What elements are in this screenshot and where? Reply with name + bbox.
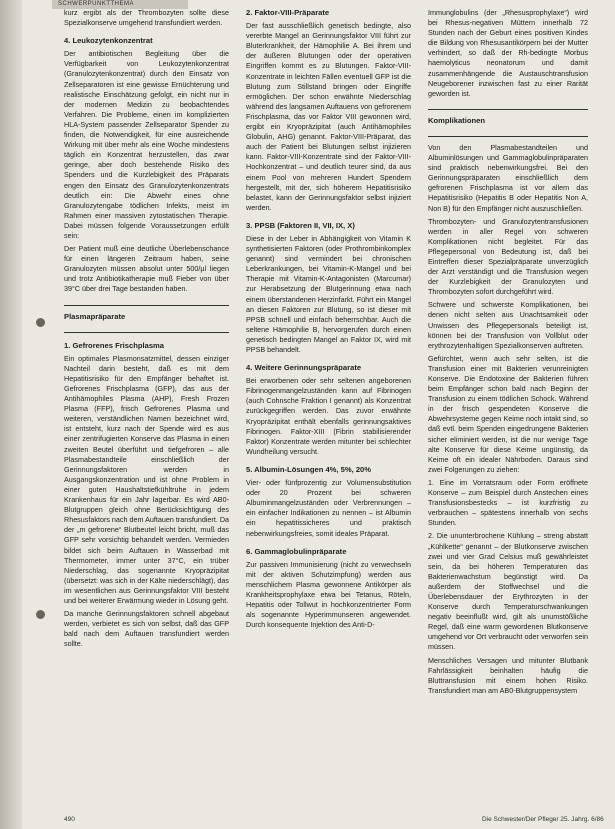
paragraph: Immunglobulins (der „Rhesusprophylaxe“) wird bei Rhesus-negativen Müttern innerhalb 72 Stunden nach der Geburt eines positiven Kindes die Bildung von Rhesusantikörpern bei der Mutter verhindert, so daß der Rh-bedingte Morbus haemolyticus neonatorum und damit zusammenhängende die Austauschtransfusion Neugeborener inzwischen fast zu einer Rarität geworden ist. <box>428 8 588 98</box>
heading: 3. PPSB (Faktoren II, VII, IX, X) <box>246 220 355 230</box>
paragraph: Vier- oder fünfprozentig zur Volumensubstitution oder 20 Prozent bei schweren Albuminmangelzuständen oder Verbrennungen – ein einfacher Indikationen zu nennen – ist Albumin ein hepatitissicheres und praktisch nebenwirkungsfreies, somit ideales Präparat. <box>246 478 411 538</box>
divider <box>64 332 229 333</box>
paragraph: Menschliches Versagen und mitunter Blutbank Fahrlässigkeit beinhalten häufig die Bluttransfusion mit einem hohen Risiko. Transfundiert man am AB0-Blutgruppensystem <box>428 655 588 695</box>
paragraph: Thrombozyten- und Granulozytentransfusionen werden in aller Regel von schweren Komplikationen nicht begleitet. Für das Pflegepersonal von Bedeutung ist, daß bei Eintreffen dieser Spezialpräparate unverzüglich der Arzt verständigt und die Transfusion wegen der Kurzlebigkeit der Granulozyten und Thrombozyten sofort durchgeführt wird. <box>428 216 588 297</box>
section-heading: Komplikationen <box>428 115 485 125</box>
paragraph: Der antibiotischen Begleitung über die Verfügbarkeit von Leukozytenkonzentrat (Granulozytenkonzentrat) durch den Einsatz von Zellseparatoren ist eine gewisse Ernüchterung und realistische Einschätzung gefolgt, ein nicht nur in der modernen Medizin zu beobachtendes Verfahren. Die Probleme, einen im komplizierten HLA-System passender Zellseparator Spender zu finden, die Notwendigkeit, für eine ausreichende Wirkung mit über mehr als eine Woche mindestens täglich ein Konzentrat herzustellen, das zwar geringe, aber doch bestehende Risiko des Spenders und die Kurzlebigkeit des Präparats engen den Einsatz des Granulozytenkonzentrats deutlich ein: Die Abwehr eines ohne Granulozytengabe tödlichen Infekts, meist im Rahmen einer massiven zytostatischen Therapie. Dabei müssen folgende Voraussetzungen erfüllt sein: <box>64 49 229 240</box>
heading: 6. Gammaglobulinpräparate <box>246 546 347 556</box>
paragraph: Ein optimales Plasmonsatzmittel, dessen einziger Nachteil darin besteht, daß es mit dem Hepatitisrisiko für den Empfänger behaftet ist. Gefrorenes Frischplasma (GFP), das aus der Antihämophiles Plasma (AHP), Fresh Frozen Plasma (FFP), frisch Gefrorenes Plasma und weiteren, verständlichen Namen bezeichnet wird, ist entsteht, kurz nach der Spende wird es aus einer zentrifugierten Konserve das Plasma in einen zweiten Beutel überführt und tiefgefroren – alle Plasmabestandteile einschließlich der Gerinnungsfaktoren werden in Ausgangskonzentration und ist ohne Problem in einer guten Haushaltstiefkühltruhe in jedem Krankenhaus für ein Jahr lagerbar. Es wird AB0-Blutgruppen gleich ohne Berücksichtigung des Rhesusfaktors nach dem Auftauen transfundiert. Da der „m gefrorene“ Blutbeutel leicht bricht, muß das GFP sehr vorsichtig behandelt werden. Vermieden bildet sich beim Auftauen in Wasserbad mit Thermometer, immer unter 37°C, ein trüber Niederschlag, das sogenannte Kryopräzipitat (übersetzt: was sich in der Kälte niederschlägt), das im wesentlichen aus Gerinnungsfaktor VIII besteht und bei weiterer Erwärmung wieder in Lösung geht. <box>64 353 230 605</box>
paragraph: Da manche Gerinnungsfaktoren schnell abgebaut werden, verbietet es sich von selbst, daß das GFP bald nach dem Auftauen transfundiert werden sollte. <box>64 609 229 649</box>
paragraph: Diese in der Leber in Abhängigkeit von Vitamin K synthetisierten Faktoren (oder Prothrombinkomplex genannt) sind vermindert bei chronischen Leberkrankungen, bei Vitamin-K-Mangel und bei Therapie mit Vitamin-K-Antagonisten (Marcumar) zur Herabsetzung der Blutgerinnung etwa nach einem überstandenen Herzinfarkt. Führt ein Mangel an diesen Faktoren zur Blutung, so ist dieser mit PPSB schnell und einfach beherrschbar. Auch die seltene Hämophilie B, hervorgerufen durch einen genetisch bedingten Mangel an Faktor IX, wird mit PPSB behandelt. <box>246 233 411 354</box>
section-heading: Plasmapräparate <box>64 311 126 321</box>
heading: 4. Leukozytenkonzentrat <box>64 36 153 46</box>
paragraph: Bei erworbenen oder sehr seltenen angeborenen Fibrinogenmangelzuständen kann auf Fibrinogen (auch Cohnsche Fraktion I genannt) als Konzentrat zurückgegriffen werden. Das zuvor erwähnte Kryopräzipitat enthält ebenfalls gerinnungsaktives Fibrinogen. Faktor-XIII (Fibrin stabilisierender Faktor) Konzentrate werden mitunter bei schlechter Wundheilung versucht. <box>246 376 411 456</box>
paragraph: 1. Eine im Vorratsraum oder Form eröffnete Konserve – zum Beispiel durch Anstechen eines Transfusionsbestecks – ist kurzfristig zu verbrauchen – spätestens innerhalb von sechs Stunden. <box>428 477 588 528</box>
journal-footer: Die Schwester/Der Pfleger 25. Jahrg. 6/86 <box>482 816 604 823</box>
paragraph: Schwere und schwerste Komplikationen, bei denen nicht selten aus Unachtsamkeit oder Unwissen des Pflegepersonals beteiligt ist, können bei der Transfusion von Vollblut oder erythrozytenhaltigen Spezialkonserven auftreten. <box>428 300 588 350</box>
section-header: SCHWERPUNKTTHEMA <box>52 0 188 9</box>
column-right <box>428 8 588 699</box>
paragraph: Der Patient muß eine deutliche Überlebenschance für einen längeren Zeitraum haben, seine Granulozyten müssen absolut unter 500/µl liegen und trotz Antibiotikatherapie muß Fieber von über 39°C über drei Tage bestanden haben. <box>64 244 229 294</box>
punch-hole <box>36 318 45 327</box>
divider <box>64 305 229 306</box>
paragraph: Von den Plasmabestandteilen und Albuminlösungen und Gammaglobulinpräparaten sind praktisch nebenwirkungsfrei. Bei den Gerinnungspräparaten einschließlich dem gefrorenen Frischplasma ist vor allem das Hepatitisrisiko (Hepatitis B oder Hepatitis Non A, Non B) für den Empfänger nicht auszuschließen. <box>428 142 588 213</box>
column-left <box>64 8 229 652</box>
divider <box>428 136 588 137</box>
paragraph: Zur passiven Immunisierung (nicht zu verwechseln mit der aktiven Schutzimpfung) werden aus menschlichem Plasma gewonnene Antikörper als Krankheitsprophylaxe etwa bei Tetanus, Röteln, Hepatitis oder Tollwut in hochkonzentrierter Form als sogenannte Hyperimmunseren angewendet. Durch konsequente Injektion des Anti-D- <box>246 559 411 630</box>
paragraph: Gefürchtet, wenn auch sehr selten, ist die Transfusion einer mit Bakterien verunreinigten Konserve. Die Endotoxine der Bakterien führen beim Empfänger schon bald nach Beginn der Transfusion zu einem tödlichen Schock. Während in der frisch gespendeten Konserve die Abwehrsysteme gegen Keime noch intakt sind, so daß evtl. beim Spenden eingedrungene Bakterien sicher eliminiert werden, ist die nur wenige Tage alte Konserve für diese Keime ungünstig, da Keime oft ein idealer Nährboden. Daraus sind zwei Folgerungen zu ziehen: <box>428 353 588 474</box>
page-number: 490 <box>64 816 75 823</box>
paragraph: 2. Die ununterbrochene Kühlung – streng abstatt „Kühlkette“ genannt – der Blutkonserve zwischen zwei und vier Grad Celsius muß gewährleistet sein, da bei höheren Temperaturen das Bakterienwachstum begünstigt wird. Da außerdem der Stoffwechsel und die Überlebensdauer der Erythrozyten in der Konserve durch Temperaturschwankungen negativ beeinflußt wird, gilt als unumstößliche Regel, daß eine warm gewordenen Blutkonserve umgehend vor Ort verbraucht oder verworfen sein müssen. <box>428 531 588 652</box>
column-middle <box>246 8 411 633</box>
paragraph: Der fast ausschließlich genetisch bedingte, also vererbte Mangel an Gerinnungsfaktor VIII führt zur Bluterkrankheit, der Hämophilie A. Bei ihrem und der äußeren Blutungen oder der operativen Eingriffen kommt es zu Blutungen. Faktor-VIII-Konzentrate in leichten Fällen eventuell GFP ist die Blutung zum Stillstand bringen oder Eingriffe ermöglichen. Der schon erwähnte Niederschlag während des langsamen Auftauens von gefrorenem Frischplasma, das vor Faktor VIII gewonnen wird, ergibt ein Kryopräzipitat (auch Antihämophiles Globulin, AHG) genannt. Faktor-VIII-Präparat, das auch der Patient bei Blutungen selbst injizieren kann. Faktor-VIII-Konzentrate sind der Faktor-VIII-Hochkonzentrat – und deutlich teurer sind, da aus einem Pool von mehreren Hundert Spendern hergestellt, mit der, sich höherem Hepatitisrisiko belastet, kann der Gerinnungsfaktor selbst injiziert werden. <box>246 21 411 212</box>
heading: 4. Weitere Gerinnungspräparate <box>246 363 362 373</box>
binding-spine <box>0 0 22 829</box>
heading: 1. Gefrorenes Frischplasma <box>64 340 165 350</box>
paragraph: kurz ergibt als der Thrombozyten sollte diese Spezialkonserve umgehend transfundiert werden. <box>64 8 229 28</box>
divider <box>428 109 588 110</box>
heading: 5. Albumin-Lösungen 4%, 5%, 20% <box>246 464 372 474</box>
punch-hole <box>36 610 45 619</box>
heading: 2. Faktor-VIII-Präparate <box>246 8 330 17</box>
